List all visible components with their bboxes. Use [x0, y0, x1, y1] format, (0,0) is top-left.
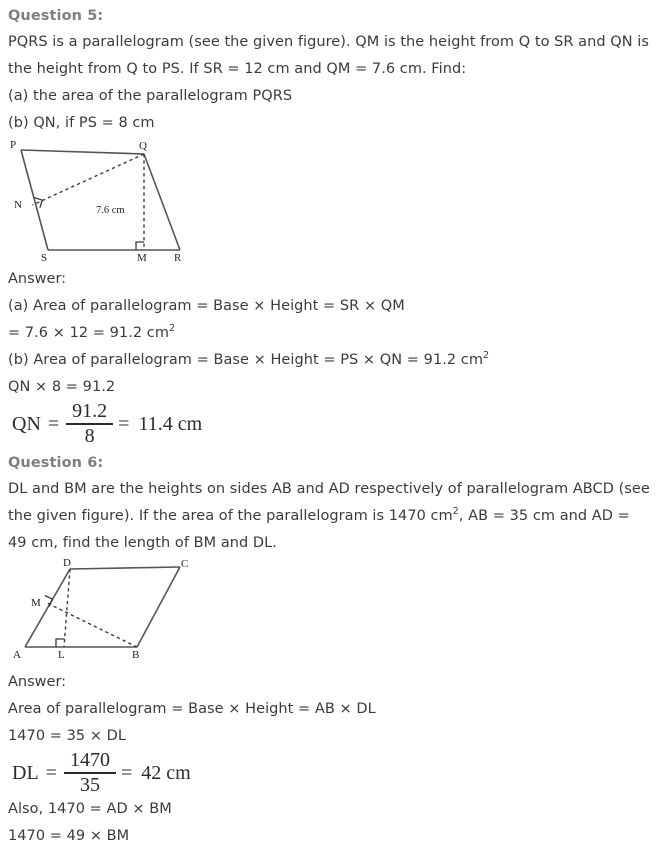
- question-6-answer-label: Answer:: [8, 674, 67, 690]
- question-5-body-line-1: PQRS is a parallelogram (see the given figure). QM is the height from Q to SR and QN is the height from Q to PS. If SR = 12 cm and QM = 7.6 cm. Find:: [8, 34, 649, 77]
- label-m: M: [137, 252, 147, 262]
- q5-fraction-denominator: 8: [84, 424, 95, 447]
- label-l: L: [58, 649, 65, 661]
- label-d: D: [63, 557, 71, 569]
- height-qn-dashed: [33, 154, 145, 205]
- question-5-body-line-2: (a) the area of the parallelogram PQRS: [8, 88, 293, 104]
- right-angle-marker-l: [56, 639, 65, 647]
- q5-ans3-sup: 2: [483, 350, 490, 362]
- q6-eq-lhs: DL: [12, 761, 39, 784]
- q5-fraction-numerator: 91.2: [72, 400, 108, 423]
- q6-fraction: [64, 750, 116, 796]
- side-cb: [137, 567, 180, 647]
- q6-eq-equals-2: =: [120, 761, 133, 784]
- pqrs-diagram: [8, 137, 208, 262]
- label-a: A: [13, 649, 21, 661]
- question-5-qn-equation: [8, 401, 651, 447]
- right-angle-marker-m: [136, 242, 144, 250]
- q5-eq-equals-1: =: [47, 412, 60, 435]
- question-6-heading: Question 6:: [8, 455, 104, 471]
- question-6-tail-line-1: Also, 1470 = AD × BM: [8, 801, 172, 817]
- q5-eq-equals-2: =: [118, 412, 130, 435]
- label-height-7-6-cm: 7.6 cm: [96, 205, 125, 216]
- side-qr: [144, 154, 180, 250]
- question-6-answer-line-1: Area of parallelogram = Base × Height = AB × DL: [8, 701, 376, 717]
- q5-ans3-text: (b) Area of parallelogram = Base × Height = PS × QN = 91.2 cm: [8, 352, 484, 368]
- q6-body-text-1: DL and BM are the heights on sides AB and AD respectively of parallelogram ABCD (see the given figure). If the area of the parallelogram is 1470 cm: [8, 481, 650, 524]
- label-n: N: [14, 199, 22, 211]
- figure-parallelogram-abcd: [8, 557, 651, 665]
- q5-eq-lhs: QN: [12, 412, 41, 435]
- q5-ans2-sup: 2: [169, 323, 176, 335]
- q6-fraction-numerator: 1470: [69, 749, 110, 772]
- label-r: R: [174, 252, 182, 262]
- label-c: C: [181, 558, 189, 570]
- question-6-body: [8, 476, 651, 557]
- q5-eq-result: 11.4 cm: [138, 412, 203, 435]
- question-5-answer-line-2: [8, 320, 651, 347]
- q5-ans2-text: = 7.6 × 12 = 91.2 cm: [8, 325, 169, 341]
- label-m: M: [31, 597, 41, 609]
- side-pq: [21, 150, 144, 154]
- question-5-answer-line-1: (a) Area of parallelogram = Base × Height = SR × QM: [8, 298, 405, 314]
- abcd-diagram: [8, 557, 208, 665]
- label-q: Q: [139, 140, 147, 152]
- question-5-answer-label: Answer:: [8, 271, 67, 287]
- side-dc: [70, 567, 180, 569]
- question-5-answer-line-3: [8, 347, 651, 374]
- label-s: S: [41, 252, 48, 262]
- q6-eq-equals-1: =: [45, 761, 57, 784]
- q5-fraction: [66, 401, 113, 447]
- height-dl-dashed: [64, 569, 70, 647]
- q6-body-sup: 2: [452, 506, 459, 518]
- question-5-heading: Question 5:: [8, 8, 104, 24]
- label-b: B: [132, 649, 140, 661]
- question-6-dl-equation: [8, 750, 651, 796]
- question-5-answer-line-4: QN × 8 = 91.2: [8, 379, 116, 395]
- label-p: P: [10, 139, 17, 151]
- question-5-block: [8, 0, 651, 447]
- q6-eq-result: 42 cm: [141, 761, 191, 784]
- question-6-answer-line-2: 1470 = 35 × DL: [8, 728, 127, 744]
- height-bm-dashed: [47, 603, 137, 647]
- figure-parallelogram-pqrs: [8, 137, 651, 262]
- question-6-block: [8, 447, 651, 850]
- q6-body-text-2: , AB = 35 cm and AD = 49 cm, find the length of BM and DL.: [8, 508, 630, 551]
- question-6-tail-line-2: 1470 = 49 × BM: [8, 828, 130, 844]
- question-5-body-line-3: (b) QN, if PS = 8 cm: [8, 115, 155, 131]
- q6-fraction-denominator: 35: [79, 773, 100, 796]
